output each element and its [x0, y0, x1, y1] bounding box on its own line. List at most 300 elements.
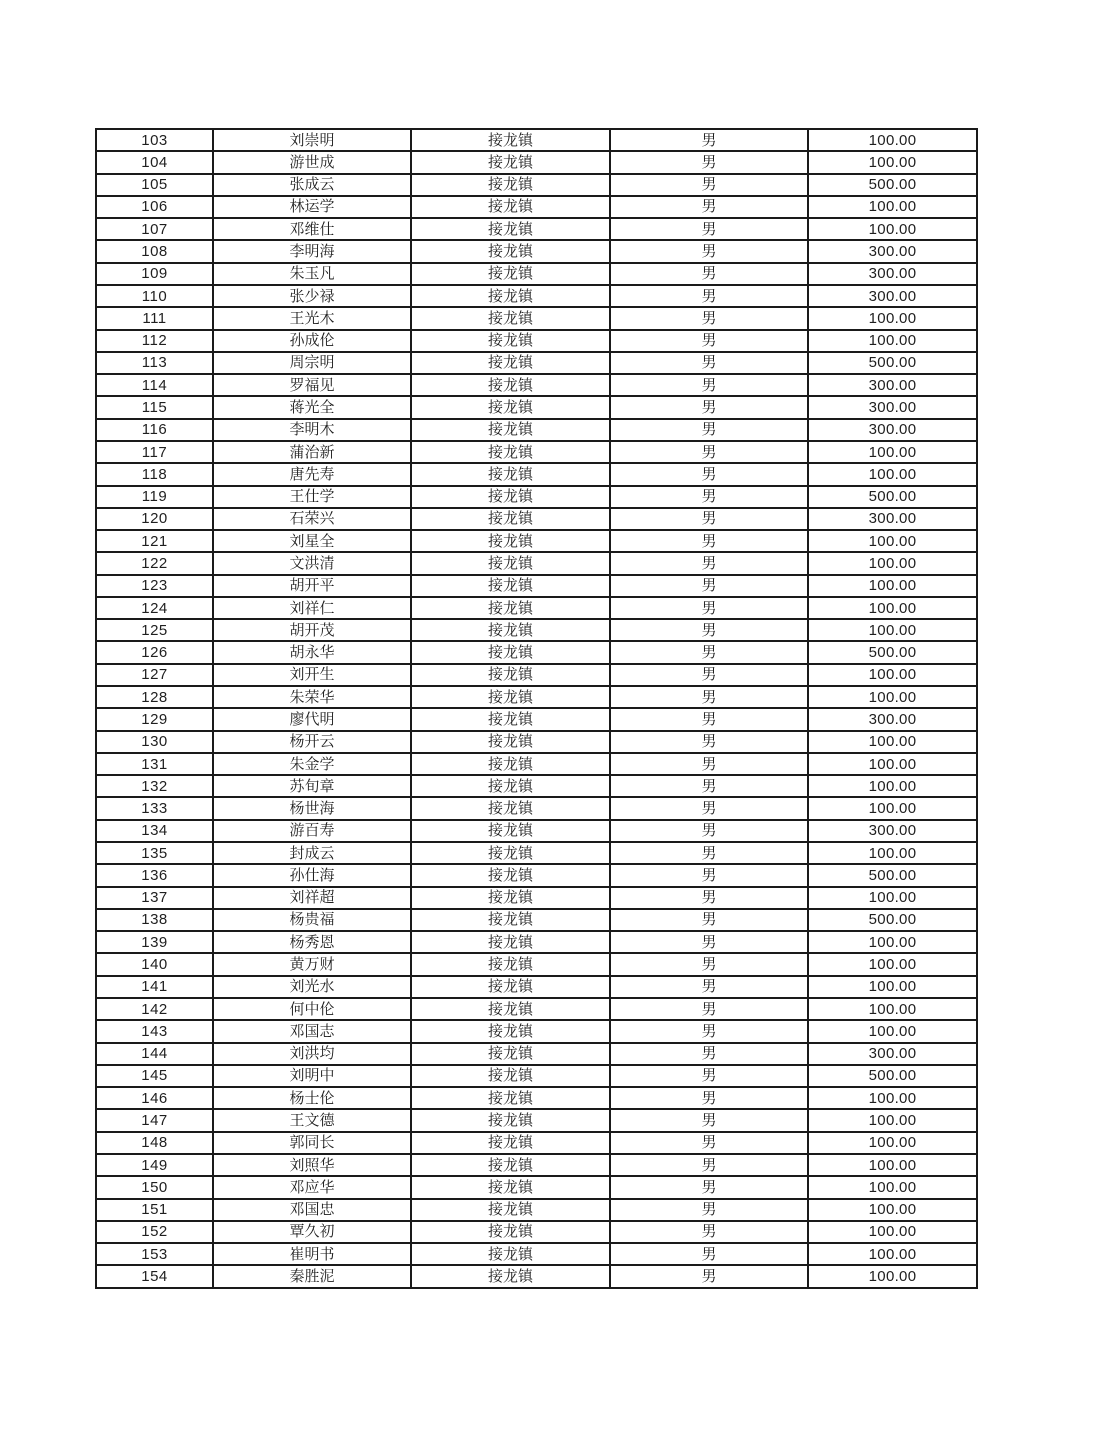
gender-cell: 男: [610, 330, 808, 352]
serial-number-cell: 111: [96, 307, 213, 329]
amount-cell: 100.00: [808, 1087, 977, 1109]
amount-cell: 500.00: [808, 174, 977, 196]
person-name-cell: 朱玉凡: [213, 263, 411, 285]
table-row: [96, 686, 977, 708]
gender-cell: 男: [610, 953, 808, 975]
serial-number-cell: 110: [96, 285, 213, 307]
gender-cell: 男: [610, 820, 808, 842]
serial-number-cell: 104: [96, 151, 213, 173]
amount-cell: 100.00: [808, 1199, 977, 1221]
person-name-cell: 蒋光全: [213, 396, 411, 418]
serial-number-cell: 141: [96, 976, 213, 998]
serial-number-cell: 119: [96, 486, 213, 508]
person-name-cell: 刘照华: [213, 1154, 411, 1176]
person-name-cell: 唐先寿: [213, 463, 411, 485]
person-name-cell: 郭同长: [213, 1132, 411, 1154]
table-row: [96, 931, 977, 953]
town-cell: 接龙镇: [411, 887, 610, 909]
serial-number-cell: 113: [96, 352, 213, 374]
amount-cell: 100.00: [808, 731, 977, 753]
town-cell: 接龙镇: [411, 240, 610, 262]
amount-cell: 100.00: [808, 1176, 977, 1198]
gender-cell: 男: [610, 374, 808, 396]
amount-cell: 100.00: [808, 307, 977, 329]
person-name-cell: 杨世海: [213, 797, 411, 819]
table-row: [96, 530, 977, 552]
table-row: [96, 374, 977, 396]
person-name-cell: 邓国志: [213, 1020, 411, 1042]
table-row: [96, 1221, 977, 1243]
person-name-cell: 刘星全: [213, 530, 411, 552]
amount-cell: 300.00: [808, 240, 977, 262]
amount-cell: 100.00: [808, 887, 977, 909]
serial-number-cell: 137: [96, 887, 213, 909]
serial-number-cell: 149: [96, 1154, 213, 1176]
serial-number-cell: 106: [96, 196, 213, 218]
town-cell: 接龙镇: [411, 1199, 610, 1221]
person-name-cell: 刘明中: [213, 1065, 411, 1087]
person-name-cell: 邓维仕: [213, 218, 411, 240]
table-row: [96, 708, 977, 730]
town-cell: 接龙镇: [411, 530, 610, 552]
town-cell: 接龙镇: [411, 174, 610, 196]
gender-cell: 男: [610, 708, 808, 730]
town-cell: 接龙镇: [411, 1087, 610, 1109]
person-name-cell: 蒲治新: [213, 441, 411, 463]
gender-cell: 男: [610, 285, 808, 307]
person-name-cell: 刘洪均: [213, 1043, 411, 1065]
person-name-cell: 朱荣华: [213, 686, 411, 708]
town-cell: 接龙镇: [411, 1109, 610, 1131]
town-cell: 接龙镇: [411, 552, 610, 574]
table-row: [96, 953, 977, 975]
serial-number-cell: 118: [96, 463, 213, 485]
serial-number-cell: 139: [96, 931, 213, 953]
table-row: [96, 664, 977, 686]
person-name-cell: 刘光水: [213, 976, 411, 998]
person-name-cell: 胡永华: [213, 641, 411, 663]
person-name-cell: 朱金学: [213, 753, 411, 775]
gender-cell: 男: [610, 1265, 808, 1288]
serial-number-cell: 154: [96, 1265, 213, 1288]
serial-number-cell: 105: [96, 174, 213, 196]
amount-cell: 500.00: [808, 486, 977, 508]
person-name-cell: 游百寿: [213, 820, 411, 842]
person-name-cell: 黄万财: [213, 953, 411, 975]
table-row: [96, 240, 977, 262]
serial-number-cell: 151: [96, 1199, 213, 1221]
person-name-cell: 邓国忠: [213, 1199, 411, 1221]
serial-number-cell: 135: [96, 842, 213, 864]
serial-number-cell: 125: [96, 619, 213, 641]
table-row: [96, 463, 977, 485]
table-row: [96, 1176, 977, 1198]
amount-cell: 300.00: [808, 374, 977, 396]
amount-cell: 300.00: [808, 708, 977, 730]
town-cell: 接龙镇: [411, 263, 610, 285]
amount-cell: 100.00: [808, 931, 977, 953]
town-cell: 接龙镇: [411, 1154, 610, 1176]
person-name-cell: 王光木: [213, 307, 411, 329]
gender-cell: 男: [610, 1176, 808, 1198]
person-name-cell: 林运学: [213, 196, 411, 218]
table-row: [96, 196, 977, 218]
serial-number-cell: 136: [96, 864, 213, 886]
town-cell: 接龙镇: [411, 820, 610, 842]
person-name-cell: 杨开云: [213, 731, 411, 753]
table-row: [96, 1065, 977, 1087]
table-row: [96, 1109, 977, 1131]
amount-cell: 100.00: [808, 151, 977, 173]
town-cell: 接龙镇: [411, 864, 610, 886]
serial-number-cell: 147: [96, 1109, 213, 1131]
person-name-cell: 崔明书: [213, 1243, 411, 1265]
amount-cell: 300.00: [808, 419, 977, 441]
town-cell: 接龙镇: [411, 575, 610, 597]
serial-number-cell: 130: [96, 731, 213, 753]
table-row: [96, 864, 977, 886]
person-name-cell: 封成云: [213, 842, 411, 864]
serial-number-cell: 115: [96, 396, 213, 418]
person-name-cell: 廖代明: [213, 708, 411, 730]
amount-cell: 100.00: [808, 976, 977, 998]
town-cell: 接龙镇: [411, 151, 610, 173]
amount-cell: 100.00: [808, 530, 977, 552]
table-row: [96, 1199, 977, 1221]
serial-number-cell: 132: [96, 775, 213, 797]
town-cell: 接龙镇: [411, 1265, 610, 1288]
person-name-cell: 王文德: [213, 1109, 411, 1131]
amount-cell: 100.00: [808, 552, 977, 574]
table-row: [96, 998, 977, 1020]
gender-cell: 男: [610, 463, 808, 485]
amount-cell: 100.00: [808, 664, 977, 686]
person-name-cell: 孙成伦: [213, 330, 411, 352]
town-cell: 接龙镇: [411, 218, 610, 240]
town-cell: 接龙镇: [411, 976, 610, 998]
town-cell: 接龙镇: [411, 441, 610, 463]
table-row: [96, 307, 977, 329]
town-cell: 接龙镇: [411, 1043, 610, 1065]
person-name-cell: 杨贵福: [213, 909, 411, 931]
town-cell: 接龙镇: [411, 1132, 610, 1154]
person-name-cell: 石荣兴: [213, 508, 411, 530]
gender-cell: 男: [610, 686, 808, 708]
serial-number-cell: 134: [96, 820, 213, 842]
gender-cell: 男: [610, 1087, 808, 1109]
table-row: [96, 775, 977, 797]
table-row: [96, 597, 977, 619]
gender-cell: 男: [610, 976, 808, 998]
table-row: [96, 887, 977, 909]
amount-cell: 300.00: [808, 396, 977, 418]
amount-cell: 100.00: [808, 1154, 977, 1176]
gender-cell: 男: [610, 263, 808, 285]
town-cell: 接龙镇: [411, 953, 610, 975]
gender-cell: 男: [610, 1109, 808, 1131]
gender-cell: 男: [610, 575, 808, 597]
town-cell: 接龙镇: [411, 486, 610, 508]
serial-number-cell: 144: [96, 1043, 213, 1065]
town-cell: 接龙镇: [411, 374, 610, 396]
gender-cell: 男: [610, 1132, 808, 1154]
town-cell: 接龙镇: [411, 909, 610, 931]
town-cell: 接龙镇: [411, 396, 610, 418]
gender-cell: 男: [610, 797, 808, 819]
person-name-cell: 邓应华: [213, 1176, 411, 1198]
amount-cell: 100.00: [808, 842, 977, 864]
serial-number-cell: 103: [96, 129, 213, 151]
serial-number-cell: 120: [96, 508, 213, 530]
gender-cell: 男: [610, 419, 808, 441]
amount-cell: 300.00: [808, 1043, 977, 1065]
amount-cell: 100.00: [808, 330, 977, 352]
serial-number-cell: 127: [96, 664, 213, 686]
gender-cell: 男: [610, 396, 808, 418]
amount-cell: 100.00: [808, 686, 977, 708]
serial-number-cell: 122: [96, 552, 213, 574]
person-name-cell: 刘祥仁: [213, 597, 411, 619]
gender-cell: 男: [610, 909, 808, 931]
town-cell: 接龙镇: [411, 330, 610, 352]
amount-cell: 100.00: [808, 597, 977, 619]
serial-number-cell: 145: [96, 1065, 213, 1087]
person-name-cell: 刘崇明: [213, 129, 411, 151]
person-name-cell: 张成云: [213, 174, 411, 196]
town-cell: 接龙镇: [411, 775, 610, 797]
roster-table: [95, 128, 978, 1289]
serial-number-cell: 152: [96, 1221, 213, 1243]
gender-cell: 男: [610, 240, 808, 262]
gender-cell: 男: [610, 641, 808, 663]
amount-cell: 100.00: [808, 619, 977, 641]
town-cell: 接龙镇: [411, 998, 610, 1020]
gender-cell: 男: [610, 864, 808, 886]
table-row: [96, 151, 977, 173]
table-row: [96, 1243, 977, 1265]
town-cell: 接龙镇: [411, 664, 610, 686]
person-name-cell: 杨秀恩: [213, 931, 411, 953]
gender-cell: 男: [610, 664, 808, 686]
town-cell: 接龙镇: [411, 508, 610, 530]
person-name-cell: 周宗明: [213, 352, 411, 374]
table-row: [96, 753, 977, 775]
town-cell: 接龙镇: [411, 753, 610, 775]
table-row: [96, 552, 977, 574]
table-row: [96, 1265, 977, 1288]
amount-cell: 100.00: [808, 196, 977, 218]
town-cell: 接龙镇: [411, 842, 610, 864]
table-row: [96, 1154, 977, 1176]
serial-number-cell: 108: [96, 240, 213, 262]
amount-cell: 100.00: [808, 1243, 977, 1265]
serial-number-cell: 146: [96, 1087, 213, 1109]
serial-number-cell: 116: [96, 419, 213, 441]
gender-cell: 男: [610, 486, 808, 508]
gender-cell: 男: [610, 931, 808, 953]
person-name-cell: 游世成: [213, 151, 411, 173]
serial-number-cell: 121: [96, 530, 213, 552]
serial-number-cell: 107: [96, 218, 213, 240]
amount-cell: 100.00: [808, 1221, 977, 1243]
roster-table-body: [96, 129, 977, 1288]
amount-cell: 300.00: [808, 285, 977, 307]
table-row: [96, 441, 977, 463]
town-cell: 接龙镇: [411, 1020, 610, 1042]
serial-number-cell: 150: [96, 1176, 213, 1198]
serial-number-cell: 117: [96, 441, 213, 463]
table-row: [96, 1132, 977, 1154]
amount-cell: 500.00: [808, 352, 977, 374]
person-name-cell: 杨士伦: [213, 1087, 411, 1109]
table-row: [96, 1043, 977, 1065]
gender-cell: 男: [610, 753, 808, 775]
town-cell: 接龙镇: [411, 708, 610, 730]
town-cell: 接龙镇: [411, 196, 610, 218]
person-name-cell: 张少禄: [213, 285, 411, 307]
table-row: [96, 820, 977, 842]
town-cell: 接龙镇: [411, 597, 610, 619]
serial-number-cell: 140: [96, 953, 213, 975]
amount-cell: 500.00: [808, 1065, 977, 1087]
town-cell: 接龙镇: [411, 797, 610, 819]
serial-number-cell: 114: [96, 374, 213, 396]
table-row: [96, 641, 977, 663]
amount-cell: 100.00: [808, 953, 977, 975]
gender-cell: 男: [610, 619, 808, 641]
gender-cell: 男: [610, 218, 808, 240]
table-row: [96, 263, 977, 285]
gender-cell: 男: [610, 151, 808, 173]
town-cell: 接龙镇: [411, 1243, 610, 1265]
table-row: [96, 330, 977, 352]
person-name-cell: 文洪清: [213, 552, 411, 574]
gender-cell: 男: [610, 1065, 808, 1087]
amount-cell: 100.00: [808, 775, 977, 797]
town-cell: 接龙镇: [411, 1176, 610, 1198]
amount-cell: 500.00: [808, 909, 977, 931]
town-cell: 接龙镇: [411, 731, 610, 753]
amount-cell: 500.00: [808, 864, 977, 886]
gender-cell: 男: [610, 1154, 808, 1176]
amount-cell: 100.00: [808, 441, 977, 463]
table-row: [96, 218, 977, 240]
table-row: [96, 486, 977, 508]
town-cell: 接龙镇: [411, 641, 610, 663]
amount-cell: 100.00: [808, 463, 977, 485]
amount-cell: 100.00: [808, 1020, 977, 1042]
amount-cell: 100.00: [808, 797, 977, 819]
table-row: [96, 285, 977, 307]
serial-number-cell: 143: [96, 1020, 213, 1042]
amount-cell: 100.00: [808, 1132, 977, 1154]
gender-cell: 男: [610, 1221, 808, 1243]
serial-number-cell: 138: [96, 909, 213, 931]
amount-cell: 300.00: [808, 820, 977, 842]
town-cell: 接龙镇: [411, 463, 610, 485]
person-name-cell: 覃久初: [213, 1221, 411, 1243]
person-name-cell: 胡开茂: [213, 619, 411, 641]
gender-cell: 男: [610, 307, 808, 329]
amount-cell: 100.00: [808, 218, 977, 240]
amount-cell: 100.00: [808, 998, 977, 1020]
serial-number-cell: 124: [96, 597, 213, 619]
table-row: [96, 575, 977, 597]
town-cell: 接龙镇: [411, 129, 610, 151]
gender-cell: 男: [610, 597, 808, 619]
serial-number-cell: 109: [96, 263, 213, 285]
table-row: [96, 619, 977, 641]
gender-cell: 男: [610, 196, 808, 218]
table-row: [96, 508, 977, 530]
table-row: [96, 419, 977, 441]
person-name-cell: 刘开生: [213, 664, 411, 686]
table-row: [96, 731, 977, 753]
gender-cell: 男: [610, 1243, 808, 1265]
town-cell: 接龙镇: [411, 931, 610, 953]
serial-number-cell: 133: [96, 797, 213, 819]
town-cell: 接龙镇: [411, 285, 610, 307]
person-name-cell: 苏旬章: [213, 775, 411, 797]
gender-cell: 男: [610, 998, 808, 1020]
gender-cell: 男: [610, 1020, 808, 1042]
serial-number-cell: 153: [96, 1243, 213, 1265]
serial-number-cell: 126: [96, 641, 213, 663]
gender-cell: 男: [610, 552, 808, 574]
amount-cell: 100.00: [808, 129, 977, 151]
table-row: [96, 174, 977, 196]
person-name-cell: 罗福见: [213, 374, 411, 396]
table-row: [96, 797, 977, 819]
gender-cell: 男: [610, 842, 808, 864]
amount-cell: 100.00: [808, 1109, 977, 1131]
gender-cell: 男: [610, 174, 808, 196]
gender-cell: 男: [610, 887, 808, 909]
person-name-cell: 何中伦: [213, 998, 411, 1020]
gender-cell: 男: [610, 129, 808, 151]
gender-cell: 男: [610, 1199, 808, 1221]
serial-number-cell: 142: [96, 998, 213, 1020]
amount-cell: 100.00: [808, 753, 977, 775]
town-cell: 接龙镇: [411, 307, 610, 329]
person-name-cell: 秦胜泥: [213, 1265, 411, 1288]
table-row: [96, 1020, 977, 1042]
town-cell: 接龙镇: [411, 1065, 610, 1087]
table-row: [96, 129, 977, 151]
person-name-cell: 孙仕海: [213, 864, 411, 886]
person-name-cell: 李明木: [213, 419, 411, 441]
gender-cell: 男: [610, 775, 808, 797]
town-cell: 接龙镇: [411, 419, 610, 441]
amount-cell: 500.00: [808, 641, 977, 663]
serial-number-cell: 131: [96, 753, 213, 775]
town-cell: 接龙镇: [411, 619, 610, 641]
gender-cell: 男: [610, 352, 808, 374]
town-cell: 接龙镇: [411, 352, 610, 374]
table-row: [96, 909, 977, 931]
person-name-cell: 李明海: [213, 240, 411, 262]
table-row: [96, 352, 977, 374]
serial-number-cell: 123: [96, 575, 213, 597]
serial-number-cell: 128: [96, 686, 213, 708]
town-cell: 接龙镇: [411, 686, 610, 708]
person-name-cell: 胡开平: [213, 575, 411, 597]
gender-cell: 男: [610, 731, 808, 753]
gender-cell: 男: [610, 1043, 808, 1065]
amount-cell: 100.00: [808, 575, 977, 597]
amount-cell: 300.00: [808, 263, 977, 285]
person-name-cell: 王仕学: [213, 486, 411, 508]
